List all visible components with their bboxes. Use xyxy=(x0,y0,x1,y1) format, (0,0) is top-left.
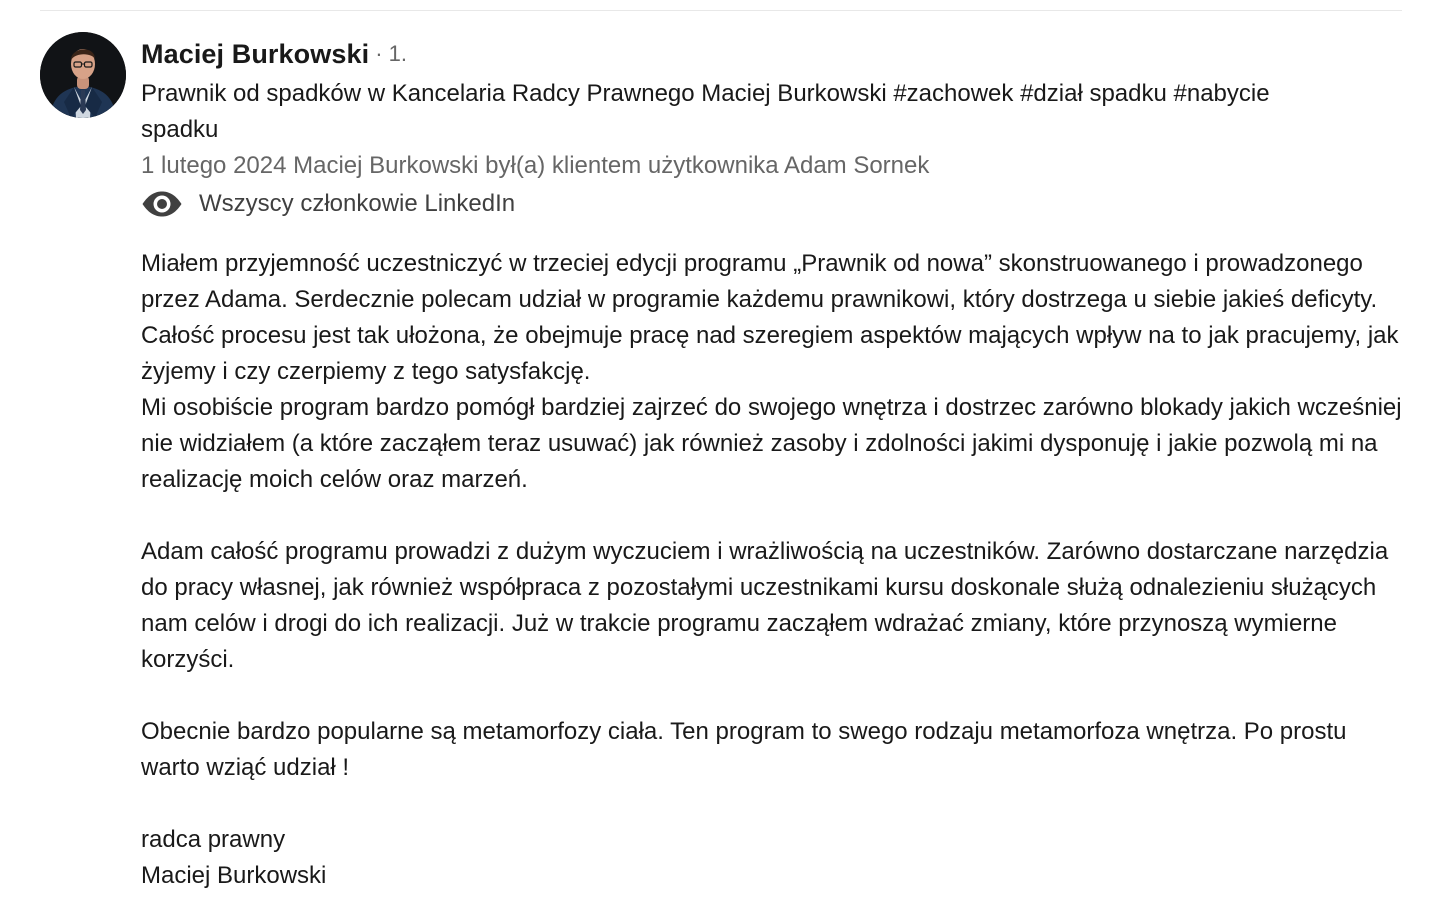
visibility-label: Wszyscy członkowie LinkedIn xyxy=(199,190,516,217)
visibility-row xyxy=(141,186,1403,222)
author-headline: Prawnik od spadków w Kancelaria Radcy Prawnego Maciej Burkowski #zachowek #dział spadku #nabycie spadku xyxy=(141,80,1270,143)
eye-icon xyxy=(141,190,183,218)
avatar-photo-icon xyxy=(40,32,126,118)
author-name[interactable]: Maciej Burkowski xyxy=(141,38,370,69)
connection-degree: · 1. xyxy=(375,41,407,66)
recommendation-meta: 1 lutego 2024 Maciej Burkowski był(a) klientem użytkownika Adam Sornek xyxy=(141,152,930,179)
recommendation-content xyxy=(141,32,1403,894)
name-row xyxy=(141,32,1403,76)
top-divider xyxy=(40,10,1402,11)
avatar[interactable] xyxy=(40,32,126,118)
recommendation-text: Miałem przyjemność uczestniczyć w trzeciej edycji programu „Prawnik od nowa” skonstruowanego i prowadzonego przez Adama. Serdecznie polecam udział w programie każdemu prawnikowi, który dostrzega u siebie jakieś deficyty. Całość procesu jest tak ułożona, że obejmuje pracę nad szeregiem aspektów mających wpływ na to jak pracujemy, jak żyjemy i czy czerpiemy z tego satysfakcję. Mi osobiście program bardzo pomógł bardziej zajrzeć do swojego wnętrza i dostrzec zarówno blokady jakich wcześniej nie widziałem (a które zacząłem teraz usuwać) jak również zasoby i zdolności jakimi dysponuję i jakie pozwolą mi na realizację moich celów oraz marzeń. Adam całość programu prowadzi z dużym wyczuciem i wrażliwością na uczestników. Zarówno dostarczane narzędzia do pracy własnej, jak również współpraca z pozostałymi uczestnikami kursu doskonale służą odnalezieniu służących nam celów i drogi do ich realizacji. Już w trakcie programu zacząłem wdrażać zmiany, które przynoszą wymierne korzyści. Obecnie bardzo popularne są metamorfozy ciała. Ten program to swego rodzaju metamorfoza wnętrza. Po prostu warto wziąć udział ! radca prawny Maciej Burkowski xyxy=(141,250,1402,889)
